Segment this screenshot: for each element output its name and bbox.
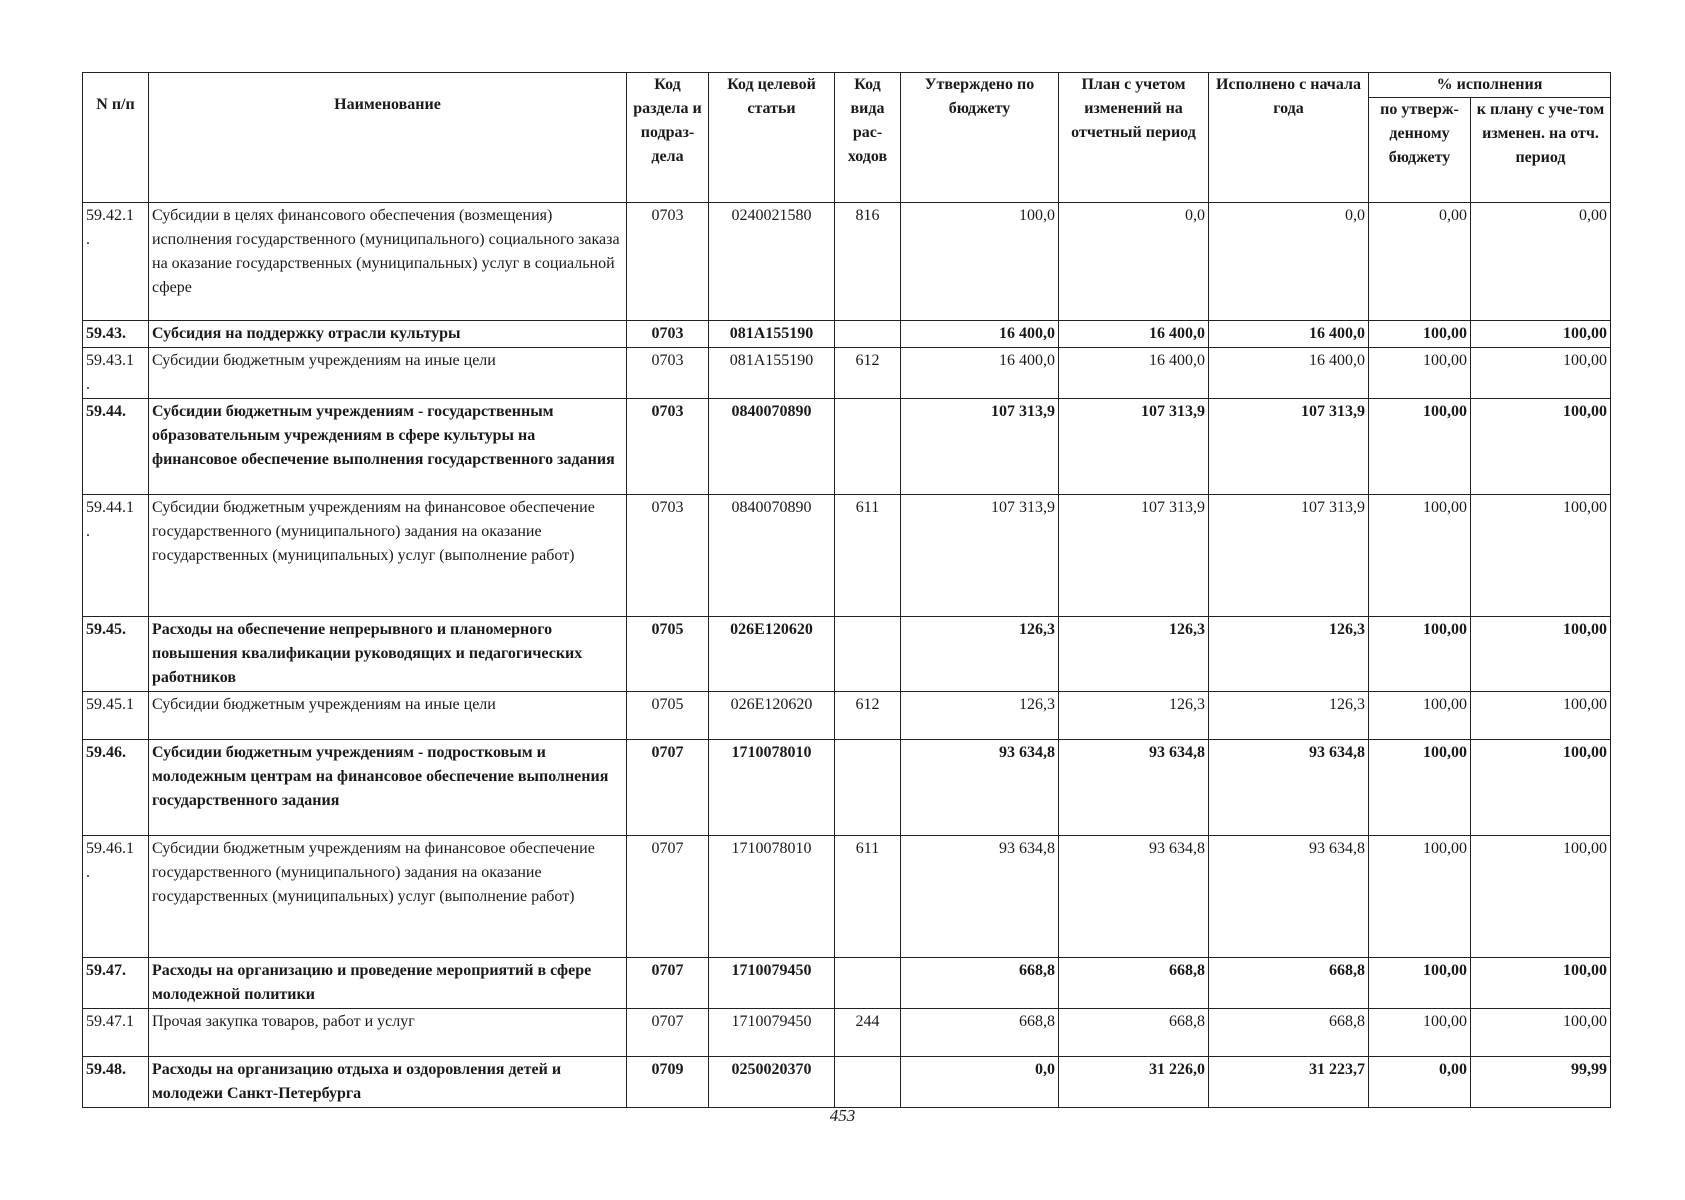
cell-name: Прочая закупка товаров, работ и услуг bbox=[149, 1009, 627, 1057]
cell-vid bbox=[835, 740, 901, 836]
cell-name: Субсидии бюджетным учреждениям на иные цели bbox=[149, 348, 627, 399]
cell-utv: 668,8 bbox=[901, 958, 1059, 1009]
cell-pct_budget: 100,00 bbox=[1369, 617, 1471, 692]
table-row bbox=[83, 321, 1611, 348]
cell-np: 59.42.1 . bbox=[83, 203, 149, 321]
cell-statya: 1710079450 bbox=[709, 1009, 835, 1057]
cell-statya: 026E120620 bbox=[709, 617, 835, 692]
cell-isp: 93 634,8 bbox=[1209, 740, 1369, 836]
cell-statya: 081A155190 bbox=[709, 348, 835, 399]
cell-pct_budget: 100,00 bbox=[1369, 740, 1471, 836]
cell-plan: 126,3 bbox=[1059, 617, 1209, 692]
cell-name: Субсидии бюджетным учреждениям на финансовое обеспечение государственного (муниципального) задания на оказание государственных (муниципальных) услуг (выполнение работ) bbox=[149, 495, 627, 617]
cell-name: Субсидия на поддержку отрасли культуры bbox=[149, 321, 627, 348]
cell-name: Расходы на обеспечение непрерывного и планомерного повышения квалификации руководящих и педагогических работников bbox=[149, 617, 627, 692]
cell-np: 59.46.1 . bbox=[83, 836, 149, 958]
cell-vid: 612 bbox=[835, 692, 901, 740]
cell-name: Расходы на организацию и проведение мероприятий в сфере молодежной политики bbox=[149, 958, 627, 1009]
cell-pct_plan: 100,00 bbox=[1471, 1009, 1611, 1057]
cell-plan: 93 634,8 bbox=[1059, 836, 1209, 958]
table-row bbox=[83, 836, 1611, 958]
table-row bbox=[83, 399, 1611, 495]
cell-pct_plan: 100,00 bbox=[1471, 836, 1611, 958]
cell-isp: 31 223,7 bbox=[1209, 1057, 1369, 1108]
cell-isp: 668,8 bbox=[1209, 1009, 1369, 1057]
cell-vid: 816 bbox=[835, 203, 901, 321]
cell-statya: 0840070890 bbox=[709, 399, 835, 495]
cell-name: Субсидии бюджетным учреждениям - государственным образовательным учреждениям в сфере культуры на финансовое обеспечение выполнения государственного задания bbox=[149, 399, 627, 495]
cell-np: 59.44.1 . bbox=[83, 495, 149, 617]
cell-vid bbox=[835, 1057, 901, 1108]
cell-pct_plan: 100,00 bbox=[1471, 495, 1611, 617]
cell-statya: 081A155190 bbox=[709, 321, 835, 348]
cell-statya: 0240021580 bbox=[709, 203, 835, 321]
header-percent-of-plan: к плану с уче-том изменен. на отч. период bbox=[1471, 98, 1611, 203]
header-percent-of-budget: по утверж-денному бюджету bbox=[1369, 98, 1471, 203]
table-header bbox=[83, 73, 1611, 203]
cell-utv: 107 313,9 bbox=[901, 399, 1059, 495]
cell-razdel: 0703 bbox=[627, 399, 709, 495]
cell-pct_plan: 100,00 bbox=[1471, 348, 1611, 399]
cell-plan: 93 634,8 bbox=[1059, 740, 1209, 836]
cell-isp: 93 634,8 bbox=[1209, 836, 1369, 958]
cell-isp: 668,8 bbox=[1209, 958, 1369, 1009]
header-expense-type-code: Код вида рас-ходов bbox=[835, 73, 901, 203]
table-row bbox=[83, 740, 1611, 836]
cell-isp: 16 400,0 bbox=[1209, 321, 1369, 348]
cell-razdel: 0707 bbox=[627, 958, 709, 1009]
cell-utv: 16 400,0 bbox=[901, 321, 1059, 348]
cell-plan: 107 313,9 bbox=[1059, 399, 1209, 495]
cell-isp: 107 313,9 bbox=[1209, 399, 1369, 495]
table-row bbox=[83, 348, 1611, 399]
header-target-code: Код целевой статьи bbox=[709, 73, 835, 203]
cell-name: Субсидии бюджетным учреждениям - подростковым и молодежным центрам на финансовое обеспечение выполнения государственного задания bbox=[149, 740, 627, 836]
cell-utv: 93 634,8 bbox=[901, 836, 1059, 958]
header-name: Наименование bbox=[149, 73, 627, 203]
cell-pct_budget: 0,00 bbox=[1369, 203, 1471, 321]
table-row bbox=[83, 617, 1611, 692]
cell-isp: 126,3 bbox=[1209, 692, 1369, 740]
cell-razdel: 0707 bbox=[627, 836, 709, 958]
cell-pct_budget: 100,00 bbox=[1369, 836, 1471, 958]
cell-pct_plan: 100,00 bbox=[1471, 399, 1611, 495]
cell-vid: 611 bbox=[835, 836, 901, 958]
cell-utv: 93 634,8 bbox=[901, 740, 1059, 836]
cell-plan: 16 400,0 bbox=[1059, 321, 1209, 348]
cell-np: 59.48. bbox=[83, 1057, 149, 1108]
cell-pct_plan: 0,00 bbox=[1471, 203, 1611, 321]
cell-plan: 668,8 bbox=[1059, 1009, 1209, 1057]
cell-razdel: 0703 bbox=[627, 321, 709, 348]
table-row bbox=[83, 958, 1611, 1009]
cell-pct_budget: 100,00 bbox=[1369, 692, 1471, 740]
budget-execution-table bbox=[82, 72, 1611, 1108]
cell-vid bbox=[835, 399, 901, 495]
cell-utv: 0,0 bbox=[901, 1057, 1059, 1108]
cell-pct_plan: 100,00 bbox=[1471, 692, 1611, 740]
cell-pct_budget: 0,00 bbox=[1369, 1057, 1471, 1108]
cell-razdel: 0707 bbox=[627, 1009, 709, 1057]
cell-pct_plan: 100,00 bbox=[1471, 321, 1611, 348]
cell-razdel: 0707 bbox=[627, 740, 709, 836]
cell-plan: 31 226,0 bbox=[1059, 1057, 1209, 1108]
cell-vid bbox=[835, 958, 901, 1009]
cell-statya: 0250020370 bbox=[709, 1057, 835, 1108]
cell-razdel: 0703 bbox=[627, 495, 709, 617]
cell-utv: 126,3 bbox=[901, 692, 1059, 740]
cell-vid: 612 bbox=[835, 348, 901, 399]
header-execution-percent: % исполнения bbox=[1369, 73, 1611, 98]
cell-utv: 100,0 bbox=[901, 203, 1059, 321]
cell-plan: 16 400,0 bbox=[1059, 348, 1209, 399]
cell-np: 59.43. bbox=[83, 321, 149, 348]
cell-razdel: 0703 bbox=[627, 203, 709, 321]
cell-isp: 16 400,0 bbox=[1209, 348, 1369, 399]
cell-pct_plan: 100,00 bbox=[1471, 958, 1611, 1009]
cell-pct_plan: 100,00 bbox=[1471, 740, 1611, 836]
table-row bbox=[83, 495, 1611, 617]
cell-np: 59.45. bbox=[83, 617, 149, 692]
table-row bbox=[83, 1009, 1611, 1057]
table-body bbox=[83, 203, 1611, 1108]
cell-np: 59.43.1 . bbox=[83, 348, 149, 399]
cell-statya: 026E120620 bbox=[709, 692, 835, 740]
cell-pct_budget: 100,00 bbox=[1369, 1009, 1471, 1057]
table-row bbox=[83, 692, 1611, 740]
cell-pct_plan: 100,00 bbox=[1471, 617, 1611, 692]
cell-razdel: 0709 bbox=[627, 1057, 709, 1108]
header-approved-budget: Утверждено по бюджету bbox=[901, 73, 1059, 203]
table-row bbox=[83, 203, 1611, 321]
cell-np: 59.45.1 bbox=[83, 692, 149, 740]
cell-pct_budget: 100,00 bbox=[1369, 348, 1471, 399]
cell-utv: 668,8 bbox=[901, 1009, 1059, 1057]
cell-pct_budget: 100,00 bbox=[1369, 399, 1471, 495]
cell-name: Субсидии в целях финансового обеспечения (возмещения) исполнения государственного (муниципального) социального заказа на оказание государственных (муниципальных) услуг в социальной сфере bbox=[149, 203, 627, 321]
cell-pct_budget: 100,00 bbox=[1369, 321, 1471, 348]
cell-plan: 126,3 bbox=[1059, 692, 1209, 740]
cell-np: 59.47.1 bbox=[83, 1009, 149, 1057]
cell-pct_budget: 100,00 bbox=[1369, 495, 1471, 617]
cell-pct_plan: 99,99 bbox=[1471, 1057, 1611, 1108]
cell-name: Субсидии бюджетным учреждениям на иные цели bbox=[149, 692, 627, 740]
header-section-code: Код раздела и подраз-дела bbox=[627, 73, 709, 203]
cell-razdel: 0705 bbox=[627, 617, 709, 692]
page-number: 453 bbox=[829, 1106, 856, 1125]
cell-statya: 1710078010 bbox=[709, 740, 835, 836]
cell-vid bbox=[835, 321, 901, 348]
cell-plan: 668,8 bbox=[1059, 958, 1209, 1009]
header-np: N п/п bbox=[83, 73, 149, 203]
cell-statya: 1710078010 bbox=[709, 836, 835, 958]
cell-np: 59.47. bbox=[83, 958, 149, 1009]
cell-utv: 16 400,0 bbox=[901, 348, 1059, 399]
cell-isp: 0,0 bbox=[1209, 203, 1369, 321]
cell-utv: 107 313,9 bbox=[901, 495, 1059, 617]
cell-vid: 244 bbox=[835, 1009, 901, 1057]
cell-razdel: 0703 bbox=[627, 348, 709, 399]
cell-vid bbox=[835, 617, 901, 692]
cell-np: 59.46. bbox=[83, 740, 149, 836]
cell-vid: 611 bbox=[835, 495, 901, 617]
cell-isp: 107 313,9 bbox=[1209, 495, 1369, 617]
cell-isp: 126,3 bbox=[1209, 617, 1369, 692]
header-executed-ytd: Исполнено с начала года bbox=[1209, 73, 1369, 203]
cell-utv: 126,3 bbox=[901, 617, 1059, 692]
cell-plan: 107 313,9 bbox=[1059, 495, 1209, 617]
cell-statya: 0840070890 bbox=[709, 495, 835, 617]
cell-np: 59.44. bbox=[83, 399, 149, 495]
table-row bbox=[83, 1057, 1611, 1108]
cell-plan: 0,0 bbox=[1059, 203, 1209, 321]
cell-razdel: 0705 bbox=[627, 692, 709, 740]
cell-pct_budget: 100,00 bbox=[1369, 958, 1471, 1009]
header-plan-with-changes: План с учетом изменений на отчетный период bbox=[1059, 73, 1209, 203]
cell-statya: 1710079450 bbox=[709, 958, 835, 1009]
cell-name: Расходы на организацию отдыха и оздоровления детей и молодежи Санкт-Петербурга bbox=[149, 1057, 627, 1108]
cell-name: Субсидии бюджетным учреждениям на финансовое обеспечение государственного (муниципального) задания на оказание государственных (муниципальных) услуг (выполнение работ) bbox=[149, 836, 627, 958]
